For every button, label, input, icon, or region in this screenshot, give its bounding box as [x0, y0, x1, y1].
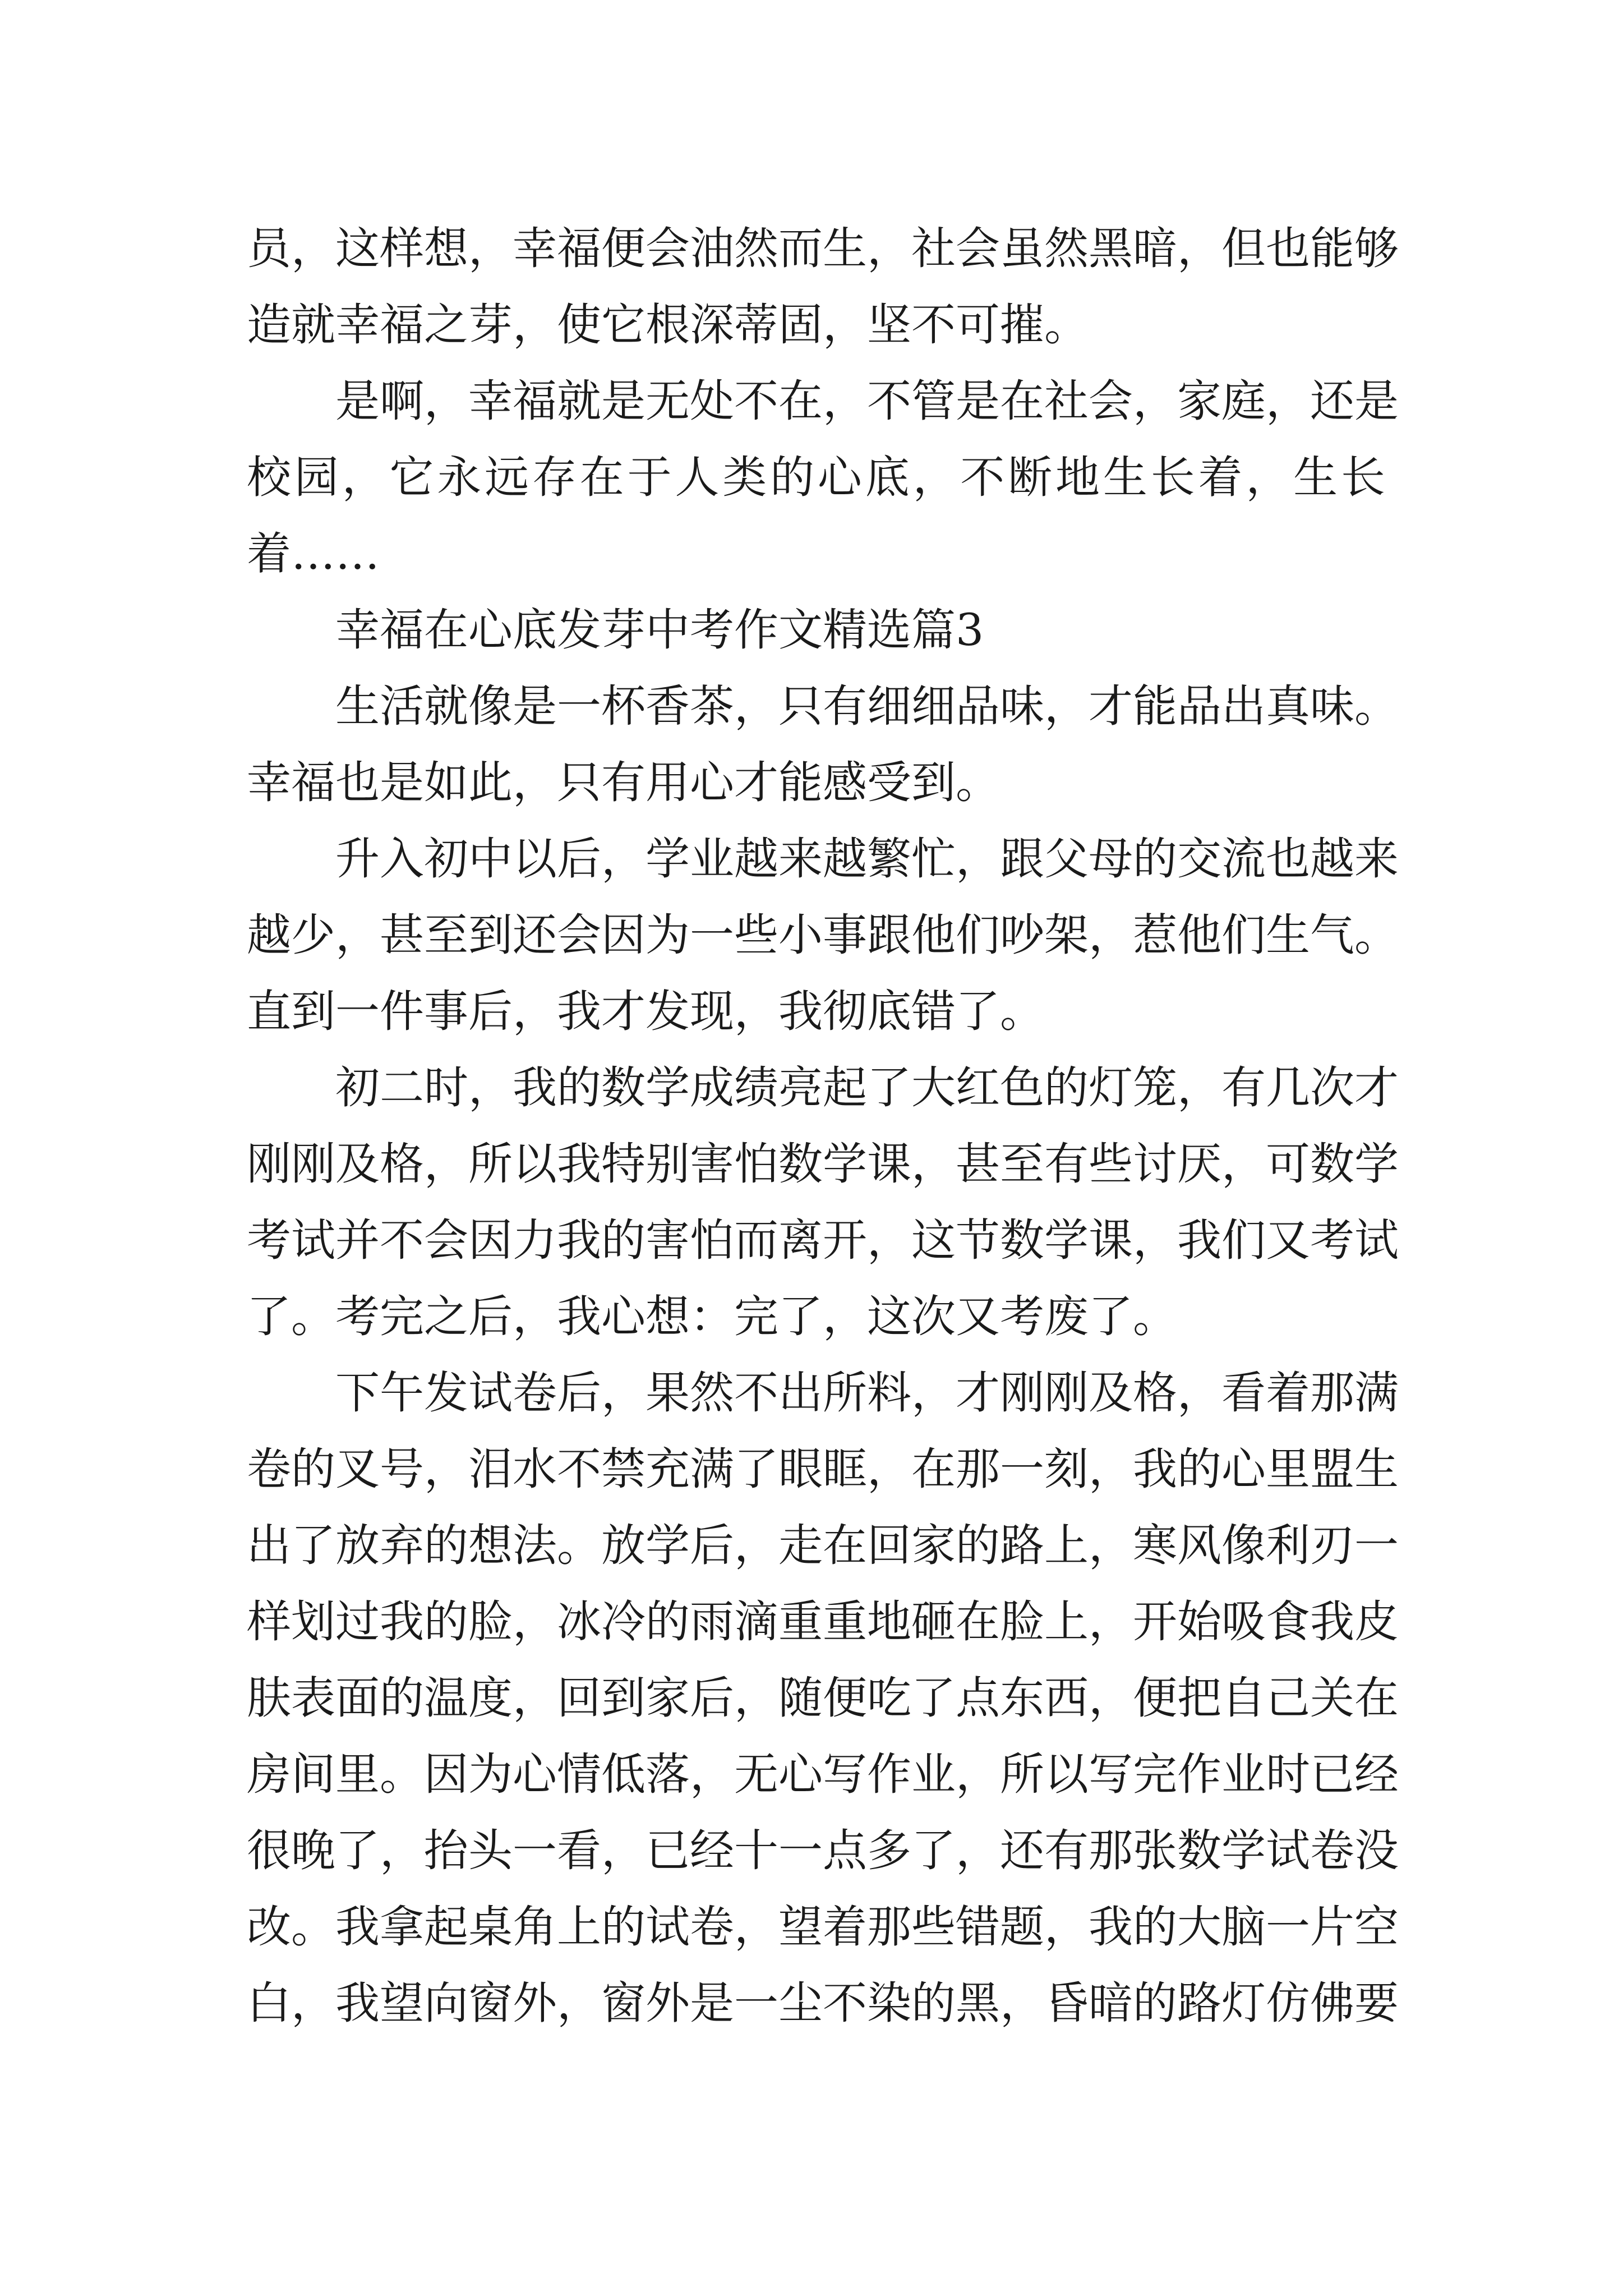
text-line: 越少，甚至到还会因为一些小事跟他们吵架，惹他们生气。 — [247, 909, 1399, 961]
text-line: 出了放弃的想法。放学后，走在回家的路上，寒风像利刃一 — [247, 1520, 1399, 1571]
paragraph-start-line: 升入初中以后，学业越来越繁忙，跟父母的交流也越来 — [335, 833, 1399, 885]
text-line: 考试并不会因力我的害怕而离开，这节数学课，我们又考试 — [247, 1214, 1399, 1266]
text-line: 幸福也是如此，只有用心才能感受到。 — [247, 757, 1000, 808]
text-line: 员，这样想，幸福便会油然而生，社会虽然黑暗，但也能够 — [247, 223, 1399, 274]
section-heading: 幸福在心底发芽中考作文精选篇3 — [335, 604, 984, 656]
text-line: 刚刚及格，所以我特别害怕数学课，甚至有些讨厌，可数学 — [247, 1138, 1399, 1190]
paragraph-start-line: 是啊，幸福就是无处不在，不管是在社会，家庭，还是 — [335, 375, 1399, 427]
text-line: 着…… — [247, 528, 380, 579]
text-line: 校园，它永远存在于人类的心底，不断地生长着，生长 — [247, 452, 1385, 503]
paragraph-start-line: 初二时，我的数学成绩亮起了大红色的灯笼，有几次才 — [335, 1062, 1399, 1114]
text-line: 房间里。因为心情低落，无心写作业，所以写完作业时已经 — [247, 1749, 1399, 1800]
text-line: 白，我望向窗外，窗外是一尘不染的黑，昏暗的路灯仿佛要 — [247, 1977, 1399, 2029]
text-line: 肤表面的温度，回到家后，随便吃了点东西，便把自己关在 — [247, 1672, 1399, 1724]
text-line: 直到一件事后，我才发现，我彻底错了。 — [247, 986, 1044, 1037]
text-line: 样划过我的脸，冰冷的雨滴重重地砸在脸上，开始吸食我皮 — [247, 1596, 1399, 1648]
text-line: 很晚了，抬头一看，已经十一点多了，还有那张数学试卷没 — [247, 1825, 1399, 1876]
paragraph-start-line: 生活就像是一杯香茶，只有细细品味，才能品出真味。 — [335, 680, 1399, 732]
document-page — [247, 210, 1399, 2041]
text-line: 改。我拿起桌角上的试卷，望着那些错题，我的大脑一片空 — [247, 1901, 1399, 1953]
text-line: 了。考完之后，我心想：完了，这次又考废了。 — [247, 1291, 1177, 1342]
text-line: 造就幸福之芽，使它根深蒂固，坚不可摧。 — [247, 299, 1089, 351]
text-line: 卷的叉号，泪水不禁充满了眼眶，在那一刻，我的心里盟生 — [247, 1443, 1399, 1495]
paragraph-start-line: 下午发试卷后，果然不出所料，才刚刚及格，看着那满 — [335, 1367, 1399, 1419]
